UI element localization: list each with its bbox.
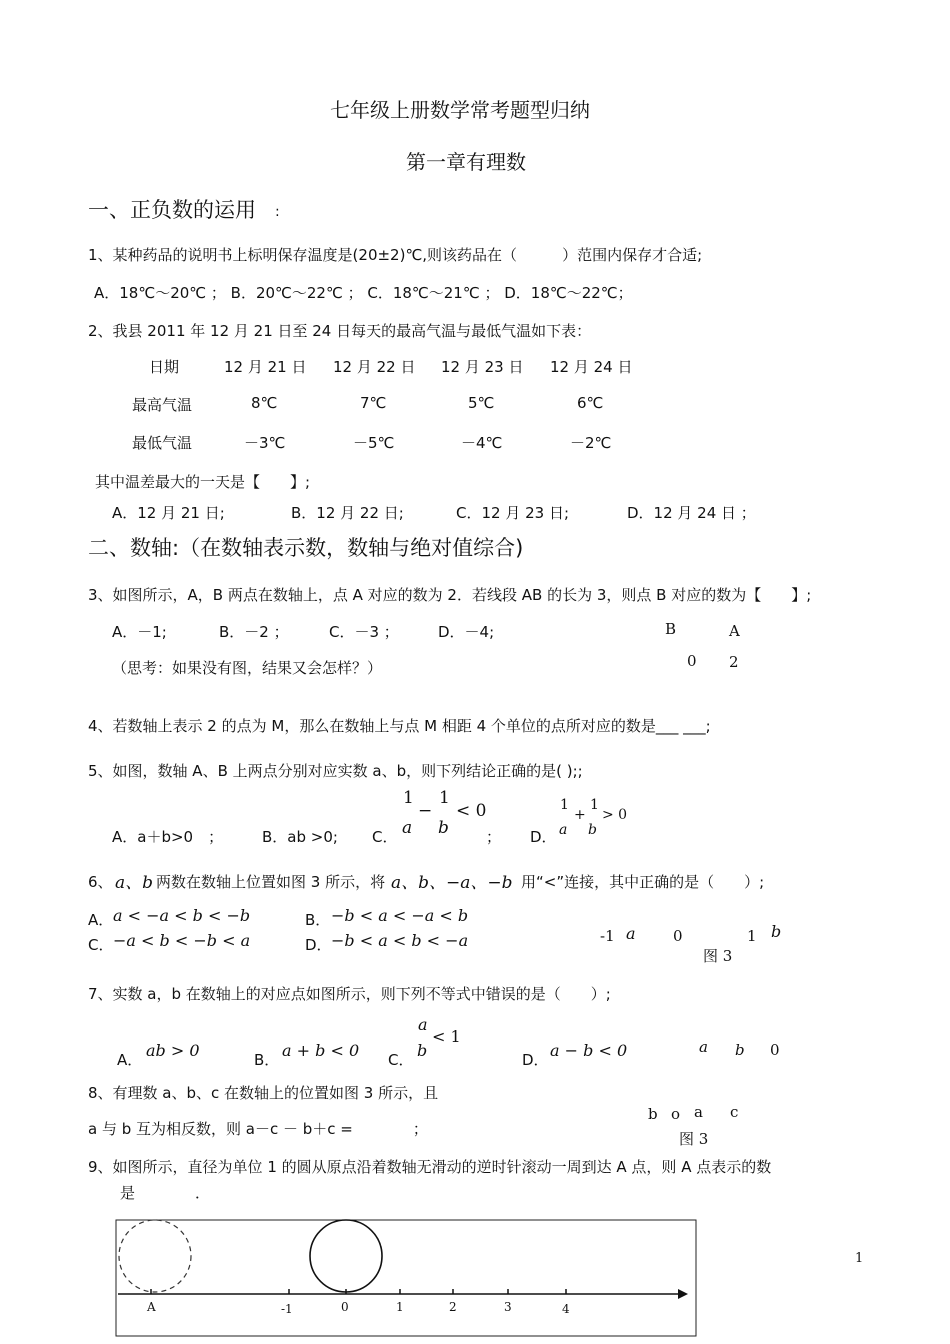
tick-label: -1 [281, 1302, 293, 1316]
denominator: b [438, 818, 449, 838]
point-b-label: b [735, 1041, 745, 1059]
question-9-line-2: 是 ． [120, 1184, 211, 1202]
section-heading-1: 一、正负数的运用 [88, 198, 256, 222]
point-b-label: B [665, 620, 677, 638]
table-label-date: 日期 [149, 358, 180, 376]
tick-label: 1 [747, 927, 757, 945]
question-6-text: 两数在数轴上位置如图 3 所示，将 [156, 873, 386, 891]
point-a-label: A [147, 1300, 156, 1314]
table-cell: 6℃ [577, 394, 604, 412]
page-number: 1 [855, 1251, 864, 1266]
table-cell: －2℃ [570, 434, 612, 452]
denominator: a [402, 818, 413, 838]
option-label: A． [88, 911, 114, 929]
point-a-label: a [626, 924, 636, 943]
question-3-think: （思考：如果没有图，结果又会怎样？） [112, 659, 383, 677]
option-label: C． [88, 936, 114, 954]
point-b-label: b [771, 922, 782, 941]
table-cell: 12 月 23 日 [441, 358, 524, 376]
point-b-label: b [648, 1105, 658, 1123]
point-a-label: a [699, 1038, 708, 1056]
chapter-title: 第一章有理数 [406, 150, 526, 174]
question-3: 3、如图所示，A，B 两点在数轴上，点 A 对应的数为 2．若线段 AB 的长为 3，则点 B 对应的数为【 】; [88, 586, 812, 604]
option: A．－1; [112, 623, 167, 641]
table-cell: 8℃ [251, 394, 278, 412]
option: D．－4; [438, 623, 495, 641]
question-5: 5、如图，数轴 A、B 上两点分别对应实数 a、b，则下列结论正确的是( );; [88, 762, 583, 780]
relation: > 0 [602, 807, 628, 823]
option-label: B． [305, 911, 331, 929]
question-7: 7、实数 a，b 在数轴上的对应点如图所示，则下列不等式中错误的是（ ）; [88, 985, 611, 1003]
plus-sign: + [574, 807, 586, 823]
question-6-list: a、b、−a、−b [391, 873, 513, 893]
table-cell: 12 月 22 日 [333, 358, 416, 376]
question-6-vars: a、b [115, 873, 154, 893]
table-cell: 7℃ [360, 394, 387, 412]
option-label: D． [305, 936, 332, 954]
option-d-formula: a − b < 0 [550, 1041, 628, 1060]
numerator: 1 [590, 797, 599, 813]
numerator: a [418, 1015, 428, 1034]
question-8: 8、有理数 a、b、c 在数轴上的位置如图 3 所示，且 [88, 1084, 439, 1102]
question-9: 9、如图所示，直径为单位 1 的圆从原点沿着数轴无滑动的逆时针滚动一周到达 A 点，则 A 点表示的数 [88, 1158, 772, 1176]
option: B．ab >0; [262, 828, 338, 846]
tick-label: 2 [449, 1300, 457, 1314]
option-a-formula: a < −a < b < −b [113, 906, 251, 925]
option: B．－2 ； [219, 623, 289, 641]
denominator: a [559, 822, 568, 838]
option: C．12 月 23 日; [456, 504, 570, 522]
option-label: D． [530, 828, 557, 846]
table-cell: －4℃ [461, 434, 503, 452]
table-label-high: 最高气温 [132, 396, 193, 414]
table-cell: 12 月 21 日 [224, 358, 307, 376]
figure-caption: 图 3 [703, 947, 733, 965]
relation: < 1 [432, 1027, 461, 1046]
tick-label: -1 [600, 927, 615, 945]
question-2-ask: 其中温差最大的一天是【 】; [95, 473, 311, 491]
option-label: D． [522, 1051, 549, 1069]
denominator: b [588, 822, 597, 838]
option-label: C． [372, 828, 398, 846]
option-b-formula: a + b < 0 [282, 1041, 360, 1060]
question-6-prefix: 6、 [88, 873, 113, 891]
question-4: 4、若数轴上表示 2 的点为 M，那么在数轴上与点 M 相距 4 个单位的点所对应的数是___ ___; [88, 717, 711, 735]
point-a-label: A [729, 622, 740, 640]
question-6-text-2: 用“<”连接，其中正确的是（ ）; [521, 873, 765, 891]
numerator: 1 [560, 797, 569, 813]
table-cell: －5℃ [353, 434, 395, 452]
point-c-label: c [730, 1103, 739, 1121]
figure-caption: 图 3 [679, 1130, 709, 1148]
question-8-line-2: a 与 b 互为相反数，则 a－c － b＋c = ； [88, 1120, 428, 1138]
table-cell: 12 月 24 日 [550, 358, 633, 376]
numerator: 1 [439, 788, 450, 808]
tick-label: 1 [396, 1300, 404, 1314]
option: B．12 月 22 日; [291, 504, 404, 522]
option-label: A． [117, 1051, 143, 1069]
question-1-options: A．18℃～20℃ ； B．20℃～22℃ ； C．18℃～21℃ ； D．18℃～22℃； [94, 284, 633, 302]
option: A．a＋b>0 ； [112, 828, 224, 846]
origin-label: o [671, 1105, 681, 1123]
option-a-formula: ab > 0 [146, 1041, 200, 1060]
tick-label: 4 [562, 1302, 570, 1316]
numerator: 1 [403, 788, 414, 808]
table-cell: －3℃ [244, 434, 286, 452]
relation: < 0 [456, 801, 487, 821]
denominator: b [417, 1041, 428, 1060]
separator: ； [486, 828, 502, 846]
tick-label: 0 [687, 652, 697, 670]
tick-label: 0 [673, 927, 683, 945]
point-a-label: a [694, 1103, 703, 1121]
option-c-formula: −a < b < −b < a [113, 931, 251, 950]
table-label-low: 最低气温 [132, 434, 193, 452]
option-d-formula: −b < a < b < −a [331, 931, 469, 950]
option: C．－3 ； [329, 623, 399, 641]
tick-label: 3 [504, 1300, 512, 1314]
option: A．12 月 21 日; [112, 504, 225, 522]
option: D．12 月 24 日 ； [627, 504, 756, 522]
question-2: 2、我县 2011 年 12 月 21 日至 24 日每天的最高气温与最低气温如下表： [88, 322, 592, 340]
option-label: B． [254, 1051, 280, 1069]
section-mark: : [275, 204, 280, 220]
tick-label: 0 [770, 1041, 780, 1059]
tick-label: 2 [729, 653, 739, 671]
table-cell: 5℃ [468, 394, 495, 412]
option-b-formula: −b < a < −a < b [331, 906, 469, 925]
minus-sign: − [418, 801, 433, 821]
section-heading-2: 二、数轴:（在数轴表示数，数轴与绝对值综合) [88, 536, 524, 560]
tick-label: 0 [341, 1300, 349, 1314]
option-label: C． [388, 1051, 414, 1069]
page-title: 七年级上册数学常考题型归纳 [330, 98, 590, 122]
question-1: 1、某种药品的说明书上标明保存温度是(20±2)℃,则该药品在（ ）范围内保存才合适; [88, 246, 703, 264]
